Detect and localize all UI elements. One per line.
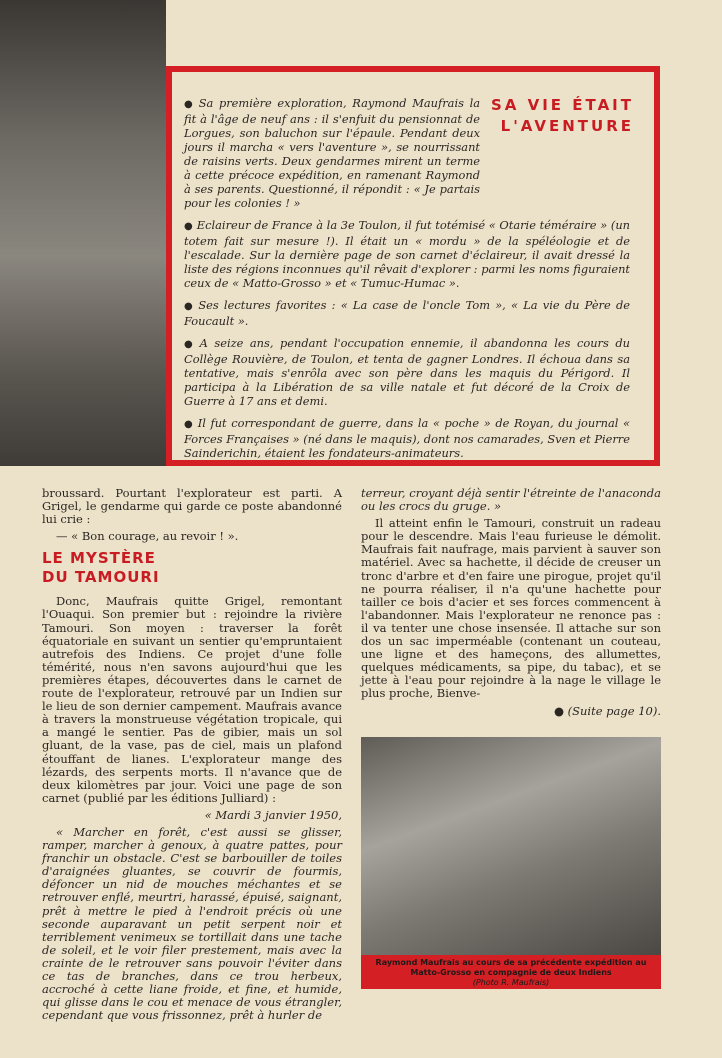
continued-note: ● (Suite page 10). [553, 703, 661, 718]
bullet-icon: ● [184, 221, 193, 232]
diary-excerpt-end: terreur, croyant déjà sentir l'étreinte de l'anaconda ou les crocs du gruge. » [361, 486, 661, 514]
section-heading [42, 549, 342, 587]
section-heading-line-2: DU TAMOURI [42, 568, 160, 587]
bullet-icon: ● [184, 419, 194, 430]
bio-paragraph: ● Eclaireur de France à la 3e Toulon, il fut totémisé « Otarie téméraire » (un totem fait sur mesure !). Il était un « mordu » de la spéléologie et de l'escalade. Sur la dernière page de son carnet d'éclaireur, il avait dressé la liste des régions inconnues qu'il rêvait d'explorer : parmi les noms figuraient ceux de « Matto-Grosso » et « Tumuc-Humac ». [184, 218, 630, 290]
gendarme-quote: — « Bon courage, au revoir ! ». [56, 529, 239, 544]
photo-credit: (Photo R. Maufrais) [472, 978, 550, 987]
article-left-column [42, 487, 342, 1026]
expedition-group-photo [361, 737, 661, 955]
body-paragraph: Il atteint enfin le Tamouri, construit un radeau pour le descendre. Mais l'eau furieuse le démolit. Maufrais fait naufrage, mais parvient à sauver son matériel. Avec sa hachette, il décide de creuser un tronc d'arbre et d'en faire une pirogue, projet qu'il ne pourra réaliser, il n'a qu'une hachette pour tailler ce bois d'acier et ses forces commencent à l'abandonner. Mais l'explorateur ne renonce pas : il va tenter une chose insensée. Il attache sur son dos un sac imperméable (contenant un couteau, une ligne et des hameçons, des allumettes, quelques médicaments, sa pipe, du tabac), et se jette à l'eau pour rejoindre à la nage le village le plus proche, Bienve- [361, 516, 661, 701]
diary-date: « Mardi 3 janvier 1950, [204, 807, 342, 822]
biography-text [184, 96, 630, 468]
article-right-column [361, 487, 661, 722]
bullet-icon: ● [553, 703, 564, 718]
body-paragraph: Donc, Maufrais quitte Grigel, remontant l'Ouaqui. Son premier but : rejoindre la rivière Tamouri. Son moyen : traverser la forêt équatoriale en suivant un sentier qu'empruntaient autrefois des Indiens. Ce projet d'une folle témérité, nous n'en savons aujourd'hui que les premières étapes, découvertes dans le carnet de route de l'explorateur, retrouvé par un Indien sur le lieu de son dernier campement. Maufrais avance à travers la monstrueuse végétation tropicale, qui a mangé le sentier. Pas de gibier, mais un sol gluant, de la vase, pas de ciel, mais un plafond étouffant de lianes. L'explorateur mange des lézards, des serpents morts. Il n'avance que de deux kilomètres par jour. Voici une page de son carnet (publié par les éditions Julliard) : [42, 594, 342, 805]
caption-text: Raymond Maufrais au cours de sa précédente expédition au Matto-Grosso en compagnie de deux Indiens [375, 958, 647, 977]
section-heading-line-1: LE MYSTÈRE [42, 549, 156, 568]
bullet-icon: ● [184, 339, 196, 350]
bio-paragraph: ● Sa première exploration, Raymond Maufrais la fit à l'âge de neuf ans : il s'enfuit du pensionnat de Lorgues, son baluchon sur l'épaule. Pendant deux jours il marcha « vers l'aventure », se nourrissant de raisins verts. Deux gendarmes mirent un terme à cette précoce expédition, en ramenant Raymond à ses parents. Questionné, il répondit : « Je partais pour les colonies ! » [184, 96, 480, 210]
bio-paragraph: ● Il fut correspondant de guerre, dans la « poche » de Royan, du journal « Forces Françaises » (né dans le maquis), dont nos camarades, Sven et Pierre Sainderichin, étaient les fondateurs-animateurs. [184, 416, 630, 460]
explorer-portrait-photo [0, 0, 166, 466]
bullet-icon: ● [184, 301, 195, 312]
bullet-icon: ● [184, 99, 195, 110]
bio-paragraph: ● Ses lectures favorites : « La case de l'oncle Tom », « La vie du Père de Foucault ». [184, 298, 630, 328]
photo-caption [361, 955, 661, 989]
bio-paragraph: ● A seize ans, pendant l'occupation ennemie, il abandonna les cours du Collège Rouvière, de Toulon, et tenta de gagner Londres. Il échoua dans sa tentative, mais s'enrôla avec son père dans les maquis du Périgord. Il participa à la Libération de sa ville natale et fut décoré de la Croix de Guerre à 17 ans et demi. [184, 336, 630, 408]
intro-paragraph: broussard. Pourtant l'explorateur est parti. A Grigel, le gendarme qui garde ce poste abandonné lui crie : [42, 486, 342, 527]
box-title-line-1: SA VIE ÉTAIT [490, 96, 634, 114]
box-title-line-2: L'AVENTURE [500, 117, 634, 135]
diary-excerpt: « Marcher en forêt, c'est aussi se glisser, ramper, marcher à genoux, à quatre pattes, pour franchir un obstacle. C'est se barbouiller de toiles d'araignées gluantes, se couvrir de fourmis, défoncer un nid de mouches méchantes et se retrouver enflé, meurtri, harassé, épuisé, saignant, prêt à mettre le pied à l'endroit précis où une seconde auparavant un petit serpent noir et terriblement venimeux se tortillait dans une tache de soleil, et le voir filer prestement, mais avec la crainte de le retrouver sans pouvoir l'éviter dans ce tas de branches, dans ce trou herbeux, accroché à cette liane froide, et fine, et humide, qui glisse dans le cou et menace de vous étrangler, cependant que vous frissonnez, prêt à hurler de [42, 824, 342, 1023]
